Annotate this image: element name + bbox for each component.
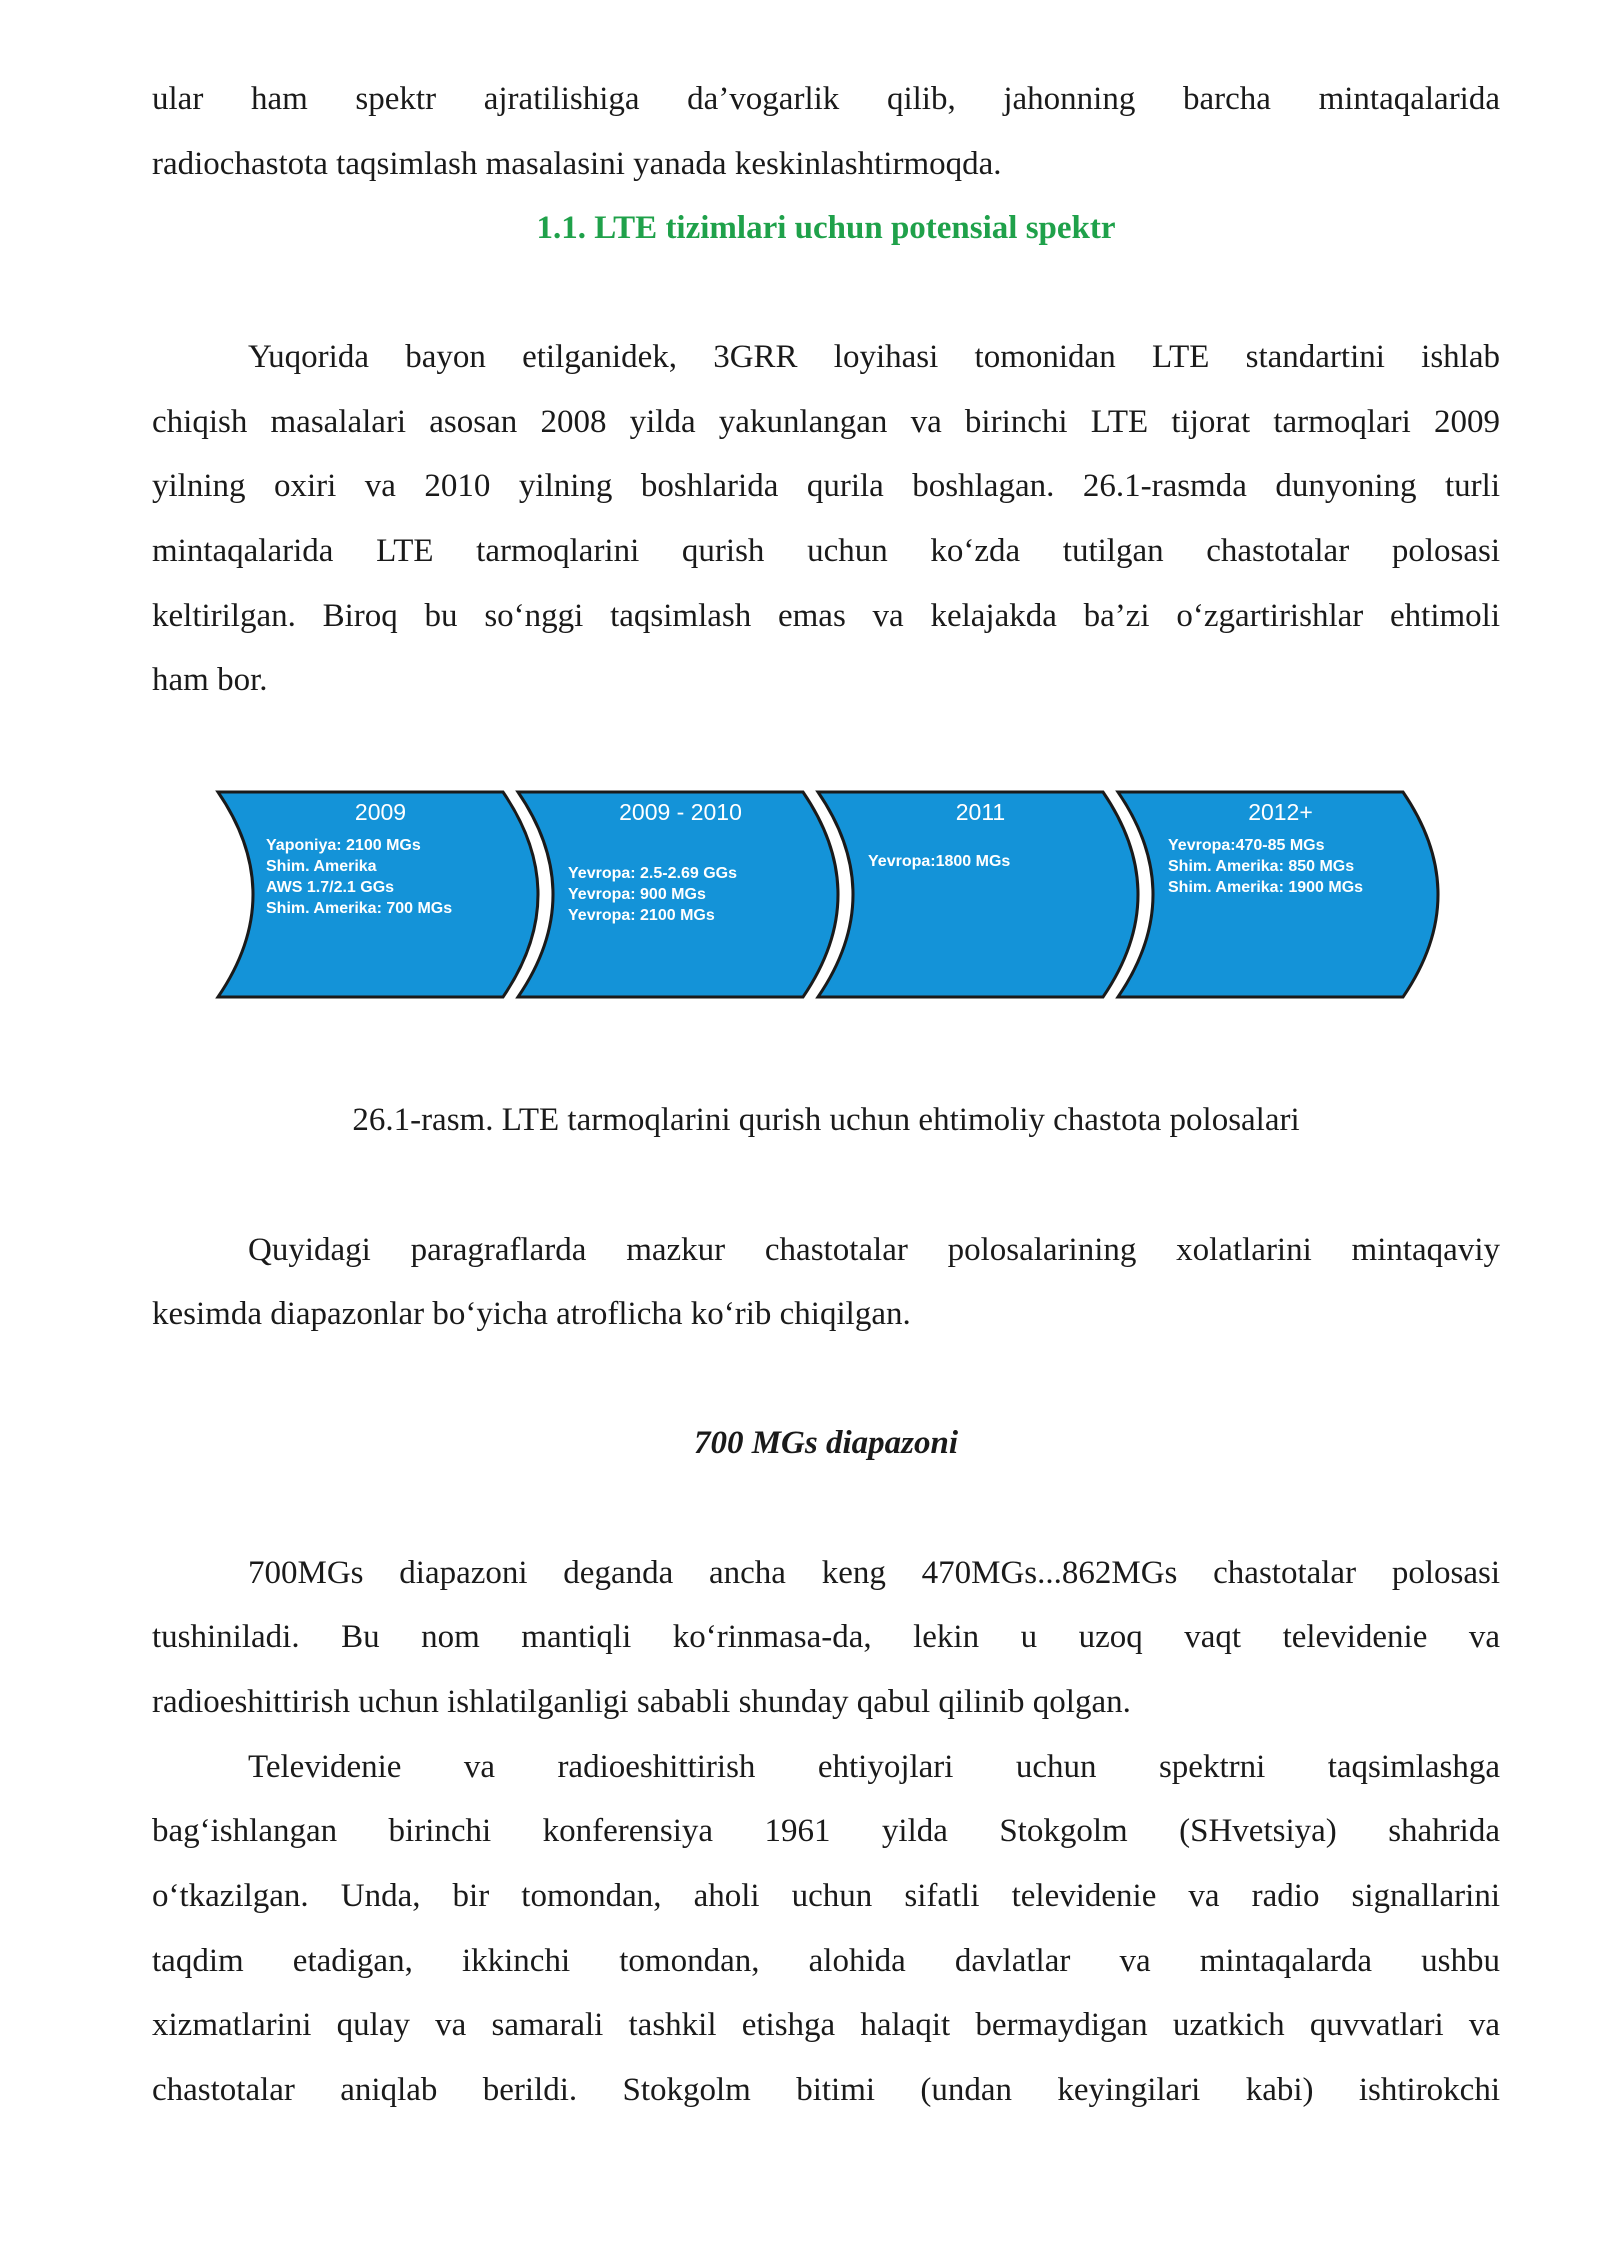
timeline-stage-band: Shim. Amerika: 1900 MGs [1168,879,1364,896]
timeline-stage-band: Yevropa:1800 MGs [868,853,1011,870]
paragraph-line: ham bor. [152,662,268,698]
paragraph-line: kesimda diapazonlar bo‘yicha atroflicha ko‘rib chiqilgan. [152,1296,911,1332]
paragraph-line: yilning oxiri va 2010 yilning boshlarida qurila boshlagan. 26.1-rasmda dunyoning turli [152,468,1500,504]
timeline-stage-band: Shim. Amerika: 700 MGs [266,900,453,917]
timeline-stage-band: Yevropa:470-85 MGs [1168,837,1325,854]
timeline-stage-band: Shim. Amerika: 850 MGs [1168,858,1355,875]
timeline-stage-band: AWS 1.7/2.1 GGs [266,879,395,896]
timeline-stage-year: 2012+ [1248,799,1313,825]
timeline-stage-band: Yevropa: 2.5-2.69 GGs [568,865,737,882]
timeline-stage-band: Yevropa: 900 MGs [568,886,706,903]
timeline-stage-band: Yevropa: 2100 MGs [568,907,715,924]
timeline-stage-year: 2009 [354,799,407,825]
intro-line: radiochastota taqsimlash masalasini yanada keskinlashtirmoqda. [152,146,1002,182]
paragraph-line: keltirilgan. Biroq bu so‘nggi taqsimlash emas va kelajakda ba’zi o‘zgartirishlar ehtimoli [152,598,1500,634]
paragraph-line: Quyidagi paragraflarda mazkur chastotalar polosalarining xolatlarini mintaqaviy [248,1232,1500,1268]
paragraph-line: xizmatlarini qulay va samarali tashkil etishga halaqit bermaydigan uzatkich quvvatlari va [152,2007,1500,2043]
paragraph-line: chastotalar aniqlab berildi. Stokgolm bitimi (undan keyingilari kabi) ishtirokchi [152,2072,1500,2108]
paragraph-line: 700MGs diapazoni deganda ancha keng 470MGs...862MGs chastotalar polosasi [248,1555,1500,1591]
timeline-stage [1118,792,1438,997]
paragraph-line: Yuqorida bayon etilganidek, 3GRR loyihasi tomonidan LTE standartini ishlab [248,339,1500,375]
timeline-stage [518,792,838,997]
intro-line: ular ham spektr ajratilishiga da’vogarlik qilib, jahonning barcha mintaqalarida [152,81,1500,117]
timeline-stage [818,792,1138,997]
paragraph-line: mintaqalarida LTE tarmoqlarini qurish uchun ko‘zda tutilgan chastotalar polosasi [152,533,1500,569]
timeline-diagram [0,770,1600,1030]
paragraph-line: bag‘ishlangan birinchi konferensiya 1961 yilda Stokgolm (SHvetsiya) shahrida [152,1813,1500,1849]
paragraph-line: tushiniladi. Bu nom mantiqli ko‘rinmasa-da, lekin u uzoq vaqt televidenie va [152,1619,1500,1655]
paragraph-line: chiqish masalalari asosan 2008 yilda yakunlangan va birinchi LTE tijorat tarmoqlari 2009 [152,404,1500,440]
paragraph-line: Televidenie va radioeshittirish ehtiyojlari uchun spektrni taqsimlashga [248,1749,1500,1785]
lte-timeline-figure [0,770,1600,1030]
timeline-stage [218,792,538,997]
timeline-stage-band: Yaponiya: 2100 MGs [266,837,421,854]
paragraph-line: radioeshittirish uchun ishlatilganligi sababli shunday qabul qilinib qolgan. [152,1684,1131,1720]
subheading: 700 MGs diapazoni [693,1425,959,1461]
section-heading: 1.1. LTE tizimlari uchun potensial spektr [536,210,1116,246]
timeline-stage-year: 2011 [955,799,1006,825]
timeline-stage-band: Shim. Amerika [266,858,377,875]
paragraph-line: taqdim etadigan, ikkinchi tomondan, alohida davlatlar va mintaqalarda ushbu [152,1943,1500,1979]
paragraph-line: o‘tkazilgan. Unda, bir tomondan, aholi uchun sifatli televidenie va radio signallarini [152,1878,1500,1914]
figure-caption: 26.1-rasm. LTE tarmoqlarini qurish uchun ehtimoliy chastota polosalari [352,1102,1300,1138]
timeline-stage-year: 2009 - 2010 [619,799,742,825]
